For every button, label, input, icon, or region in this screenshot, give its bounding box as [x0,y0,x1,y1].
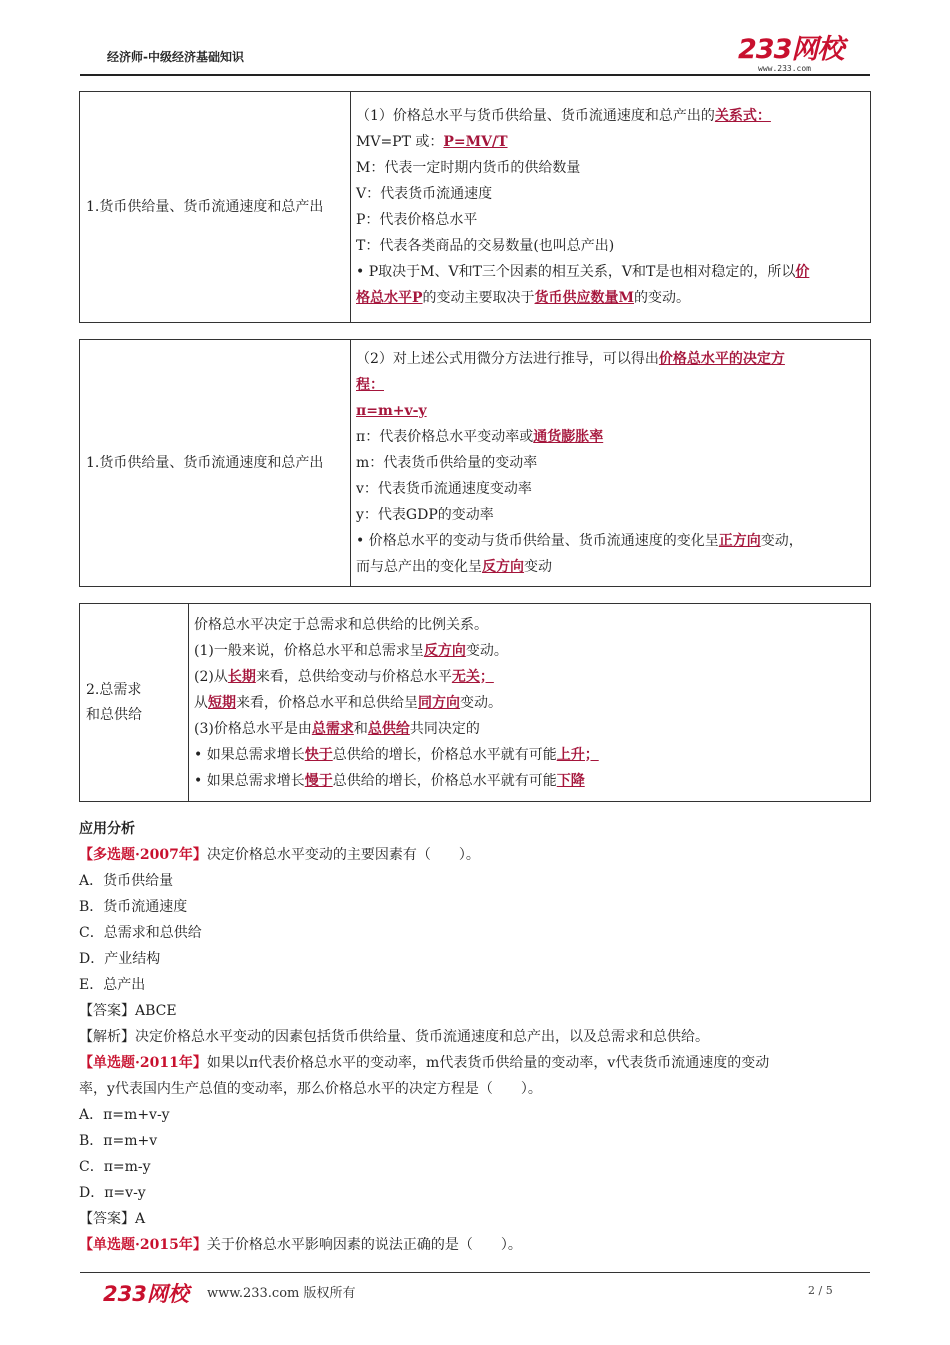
text-line: π：代表价格总水平变动率或通货膨胀率 [356,429,604,445]
question-2-cont: 率，y代表国内生产总值的变动率，那么价格总水平的决定方程是（ ）。 [79,1081,542,1097]
text-line: 从短期来看，价格总水平和总供给呈同方向变动。 [194,694,502,711]
text-line: m：代表货币供给量的变动率 [356,455,538,471]
table-right-cell [351,92,871,323]
table-aggregate-demand-supply [79,603,871,802]
answer: 【答案】A [79,1211,146,1227]
table-money-supply-1 [79,91,871,323]
option: C．总需求和总供给 [79,925,202,941]
analysis: 【解析】决定价格总水平变动的因素包括货币供给量、货币流通速度和总产出，以及总需求和总供给。 [79,1029,709,1045]
text-line: • P取决于M、V和T三个因素的相互关系，V和T是也相对稳定的，所以价 [356,264,810,280]
question-2: 【单选题·2011年】如果以π代表价格总水平的变动率，m代表货币供给量的变动率，v代表货币流通速度的变动 [79,1055,770,1071]
option: D．π=v-y [79,1185,146,1201]
text-line: 格总水平P的变动主要取决于货币供应数量M的变动。 [356,290,691,306]
text-line: y：代表GDP的变动率 [356,507,494,523]
text-line: (1)一般来说，价格总水平和总需求呈反方向变动。 [194,642,508,659]
section-title: 应用分析 [79,821,135,837]
option: E．总产出 [79,977,146,993]
logo-main: 233网校 [738,34,844,65]
text-line: • 如果总需求增长慢于总供给的增长，价格总水平就有可能下降 [194,772,585,789]
option: D．产业结构 [79,951,161,967]
text-line: 程： [356,377,384,393]
text-line: 价格总水平决定于总需求和总供给的比例关系。 [194,616,488,633]
text-line: • 价格总水平的变动与货币供给量、货币流通速度的变化呈正方向变动， [356,533,803,549]
question-1: 【多选题·2007年】决定价格总水平变动的主要因素有（ ）。 [79,847,480,863]
text-line: P：代表价格总水平 [356,212,478,228]
table-left-cell: 1.货币供给量、货币流通速度和总产出 [80,92,351,323]
answer: 【答案】ABCE [79,1003,177,1019]
footer-rule [80,1272,870,1273]
header-rule [80,74,870,76]
application-analysis [79,816,871,1258]
option: B．货币流通速度 [79,899,188,915]
text-line: 而与总产出的变化呈反方向变动 [356,559,552,575]
question-tag: 【单选题·2015年】 [79,1237,207,1253]
text-line: M：代表一定时期内货币的供给数量 [356,160,581,176]
text-line: v：代表货币流通速度变动率 [356,481,532,497]
question-tag: 【单选题·2011年】 [79,1055,207,1071]
logo-url: www.233.com [758,64,811,73]
text-line: （1）价格总水平与货币供给量、货币流通速度和总产出的关系式： [356,108,771,124]
option: A．货币供给量 [79,873,174,889]
option: B．π=m+v [79,1133,158,1149]
text-line: MV=PT 或：P=MV/T [356,134,508,150]
header-title: 经济师-中级经济基础知识 [107,50,244,64]
footer-copyright: www.233.com 版权所有 [207,1286,356,1301]
text-line: (3)价格总水平是由总需求和总供给共同决定的 [194,720,480,737]
footer-logo: 233网校 [103,1282,189,1306]
table-money-supply-2 [79,339,871,587]
logo [738,36,850,76]
text-line: （2）对上述公式用微分方法进行推导，可以得出价格总水平的决定方 [356,351,785,367]
table-right-cell [351,340,871,587]
text-line: π=m+v-y [356,403,427,419]
text-line: • 如果总需求增长快于总供给的增长，价格总水平就有可能上升； [194,746,599,763]
table-left-cell: 1.货币供给量、货币流通速度和总产出 [80,340,351,587]
option: A．π=m+v-y [79,1107,170,1123]
text-line: T：代表各类商品的交易数量(也叫总产出) [356,238,615,254]
page-number: 2 / 5 [808,1284,833,1297]
text-line: (2)从长期来看，总供给变动与价格总水平无关； [194,668,494,685]
question-3: 【单选题·2015年】关于价格总水平影响因素的说法正确的是（ ）。 [79,1237,522,1253]
option: C．π=m-y [79,1159,151,1175]
text-line: V：代表货币流通速度 [356,186,493,202]
question-tag: 【多选题·2007年】 [79,847,207,863]
table-right-cell [189,604,871,802]
table-left-cell: 2.总需求 和总供给 [80,604,189,802]
